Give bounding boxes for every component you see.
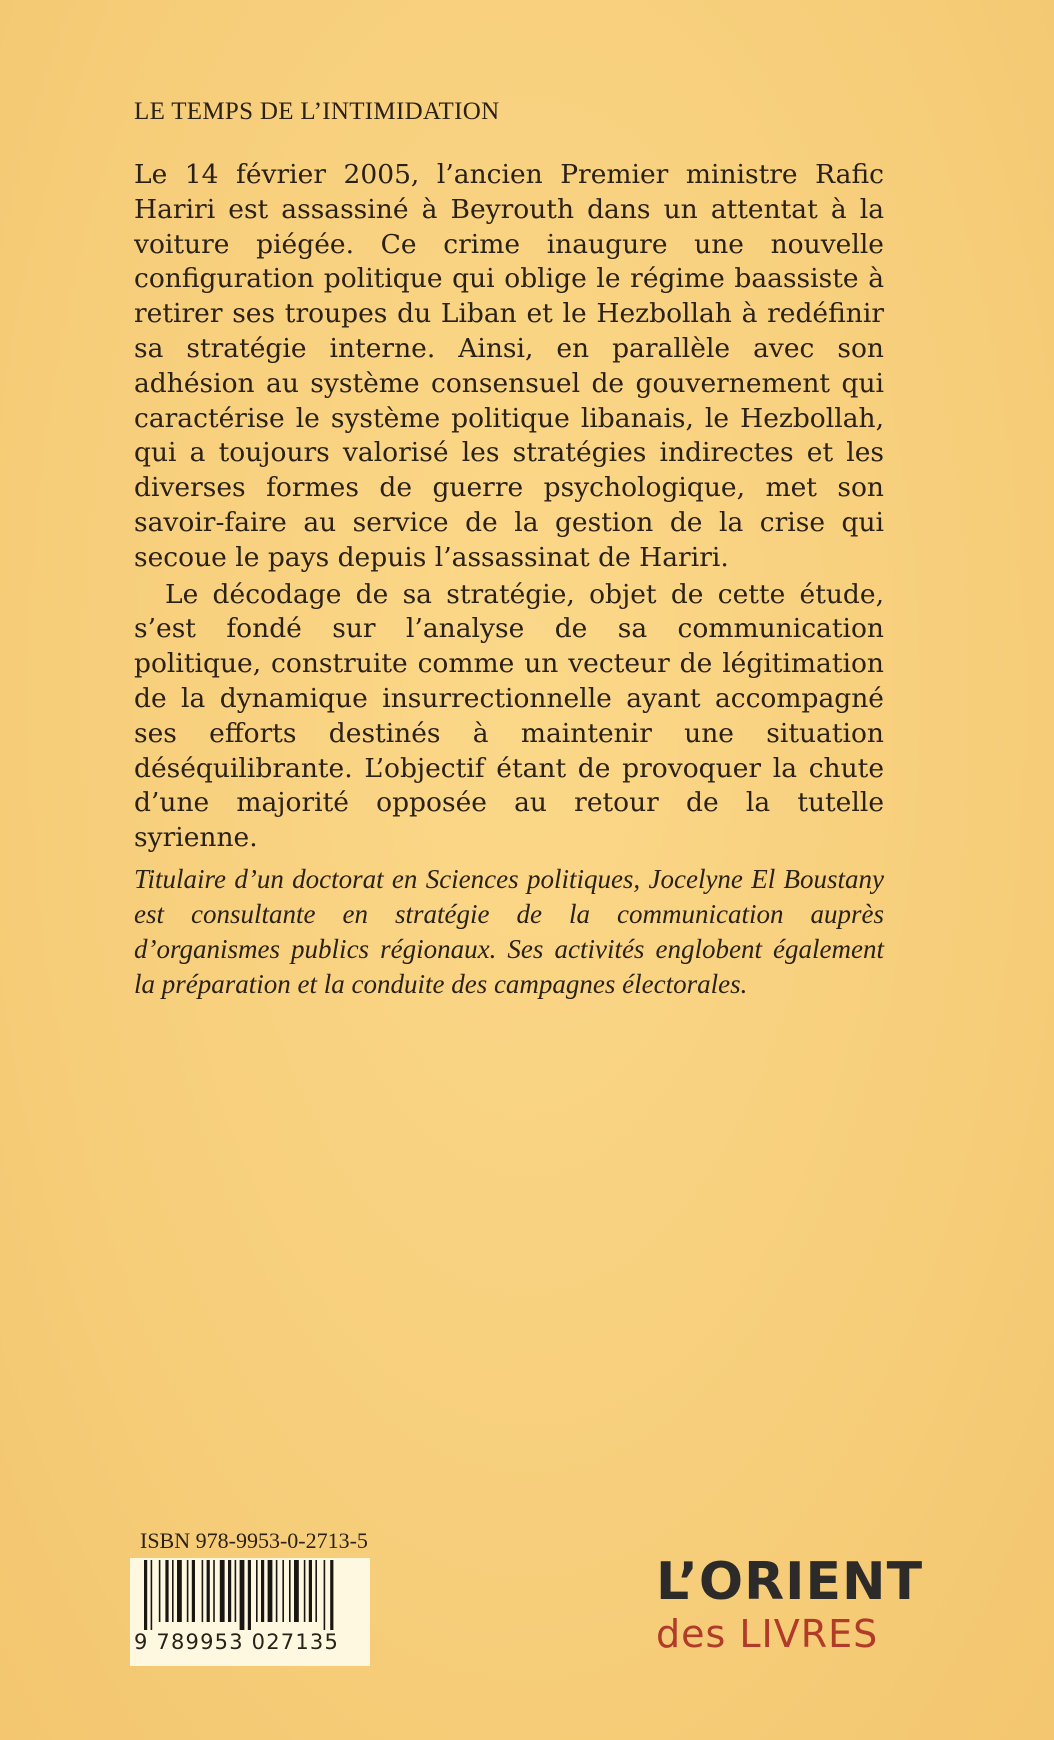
author-bio — [134, 862, 884, 1002]
barcode-bar — [256, 1560, 258, 1622]
barcode-bar — [240, 1560, 245, 1630]
barcode-bar — [282, 1560, 284, 1622]
barcode-bar — [248, 1560, 251, 1630]
barcode-bar — [187, 1560, 189, 1622]
barcode-bar — [202, 1560, 204, 1622]
publisher-logo-line2: des LIVRES — [656, 1612, 879, 1656]
barcode-bar — [220, 1560, 225, 1622]
barcode-bar — [213, 1560, 215, 1622]
barcode-bar — [192, 1560, 195, 1622]
isbn-label: ISBN 978-9953-0-2713-5 — [140, 1528, 368, 1553]
barcode-bar — [276, 1560, 278, 1622]
barcode-bar — [165, 1560, 168, 1622]
barcode-bar — [289, 1560, 291, 1622]
barcode-bar — [261, 1560, 264, 1622]
barcode-bar — [324, 1560, 326, 1630]
series-title: LE TEMPS DE L’INTIMIDATION — [134, 98, 500, 125]
barcode-bar — [315, 1560, 317, 1622]
barcode-bar — [330, 1560, 333, 1630]
publisher-logo — [656, 1552, 924, 1662]
barcode-bar — [268, 1560, 273, 1622]
barcode-bar — [309, 1560, 312, 1622]
barcode-bar — [304, 1560, 306, 1622]
barcode-bar — [228, 1560, 231, 1622]
barcode-bar — [172, 1560, 174, 1622]
publisher-logo-line1: L’ORIENT — [656, 1552, 924, 1612]
summary-text — [134, 158, 884, 856]
barcode-bar — [159, 1560, 161, 1622]
summary-paragraph: Le décodage de sa stratégie, objet de cette étude, s’est fondé sur l’analyse de sa communication politique, construite comme un vecteur de légitimation de la dynamique insurrectionnelle ayant accompagné ses efforts destinés à maintenir une situation déséquilibrante. L’objectif étant de provoquer la chute d’une majorité opposée au retour de la tutelle syrienne. — [134, 578, 884, 854]
barcode-bar — [151, 1560, 153, 1630]
barcode-bar — [294, 1560, 299, 1622]
barcode-bars — [130, 1558, 370, 1630]
barcode-bar — [207, 1560, 210, 1622]
barcode-digits: 9 789953 027135 — [134, 1630, 340, 1654]
author-bio-text: Titulaire d’un doctorat en Sciences politiques, Jocelyne El Boustany est consultante en stratégie de la communication auprès d’organismes publics régionaux. Ses activités englobent également la préparation et la conduite des campagnes électorales. — [134, 864, 884, 999]
barcode-bar — [144, 1560, 147, 1630]
barcode-bar — [177, 1560, 182, 1622]
summary-paragraph: Le 14 février 2005, l’ancien Premier ministre Rafic Hariri est assassiné à Beyrouth dans un attentat à la voiture piégée. Ce crime inaugure une nouvelle configuration politique qui oblige le régime baassiste à retirer ses troupes du Liban et le Hezbollah à redéfinir sa stratégie interne. Ainsi, en parallèle avec son adhésion au système consensuel de gouvernement qui caractérise le système politique libanais, le Hezbollah, qui a toujours valorisé les stratégies indirectes et les diverses formes de guerre psychologique, met son savoir-faire au service de la gestion de la crise qui secoue le pays depuis l’assassinat de Hariri. — [134, 159, 884, 573]
barcode-bar — [235, 1560, 237, 1622]
